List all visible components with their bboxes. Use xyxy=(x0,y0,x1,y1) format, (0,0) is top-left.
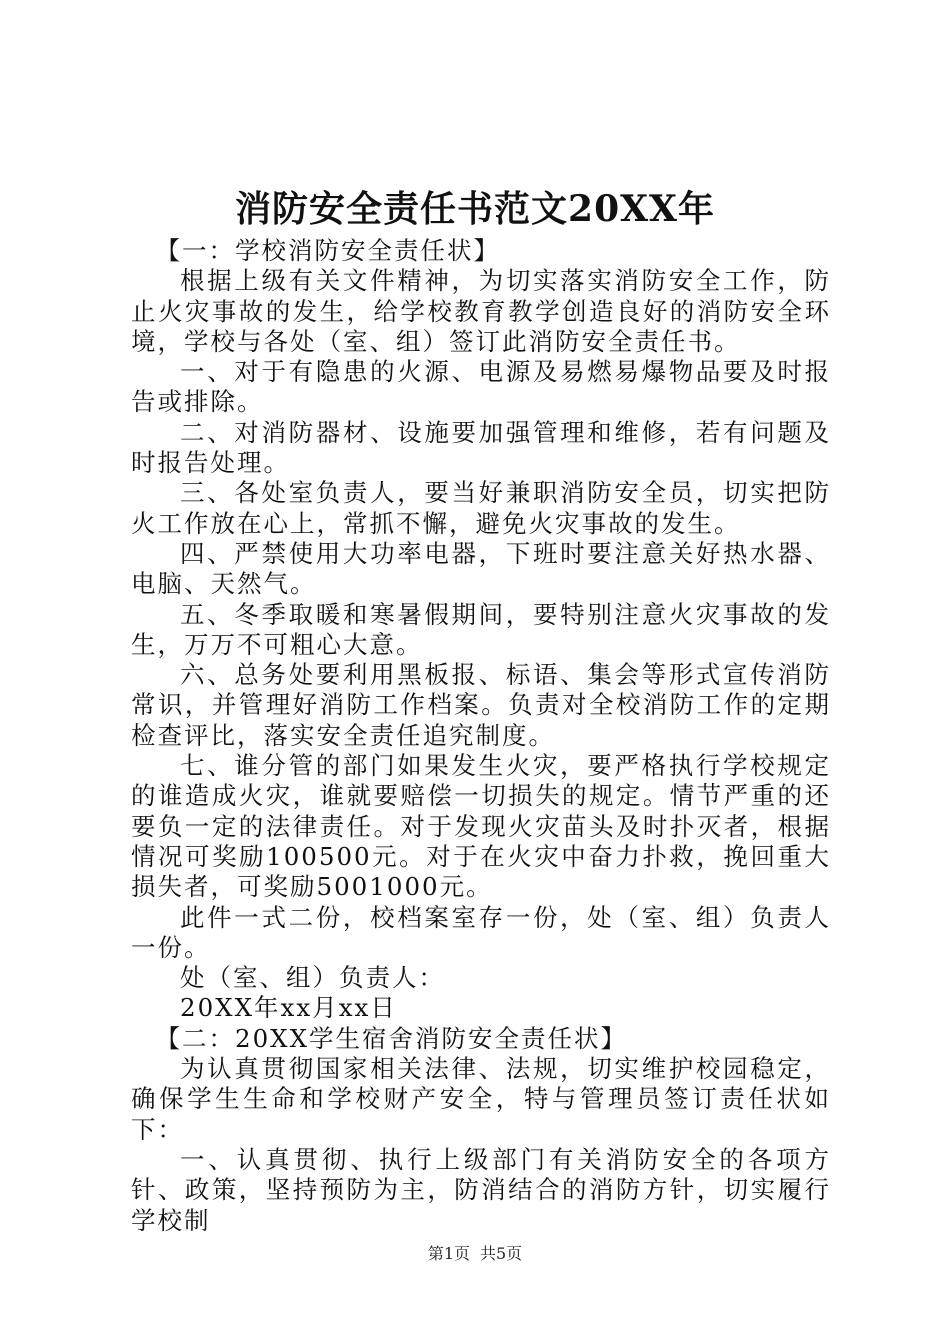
section-heading-1: 【一：学校消防安全责任状】 xyxy=(155,236,500,265)
paragraph-item-7: 七、谁分管的部门如果发生火灾，要严格执行学校规定的谁造成火灾，谁就要赔偿一切损失的规定。情节严重的还要负一定的法律责任。对于发现火灾苗头及时扑灭者，根据情况可奖励100500元。对于在火灾中奋力扑救，挽回重大损失者，可奖励5001000元。 xyxy=(131,751,831,902)
signature-line: 处（室、组）负责人： xyxy=(180,963,445,993)
paragraph-item-2: 二、对消防器材、设施要加强管理和维修，若有问题及时报告处理。 xyxy=(131,417,831,478)
paragraph-item-5: 五、冬季取暖和寒暑假期间，要特别注意火灾事故的发生，万万不可粗心大意。 xyxy=(131,599,831,659)
paragraph-item-3: 三、各处室负责人，要当好兼职消防安全员，切实把防火工作放在心上，常抓不懈，避免火灾事故的发生。 xyxy=(131,478,831,538)
paragraph-intro-2: 为认真贯彻国家相关法律、法规，切实维护校园稳定，确保学生生命和学校财产安全，特与管理员签订责任状如下： xyxy=(131,1054,831,1144)
document-title: 消防安全责任书范文20XX年 xyxy=(235,188,715,230)
page-number: 第1页 xyxy=(427,1244,470,1263)
document-body xyxy=(131,236,831,1236)
section-heading-2: 【二：20XX学生宿舍消防安全责任状】 xyxy=(155,1023,628,1053)
page-total: 共5页 xyxy=(480,1244,523,1263)
paragraph-intro: 根据上级有关文件精神，为切实落实消防安全工作，防止火灾事故的发生，给学校教育教学创造良好的消防安全环境，学校与各处（室、组）签订此消防安全责任书。 xyxy=(131,266,831,356)
date-line: 20XX年xx月xx日 xyxy=(180,993,397,1023)
paragraph-copies: 此件一式二份，校档案室存一份，处（室、组）负责人一份。 xyxy=(131,902,831,962)
paragraph-item-2-1: 一、认真贯彻、执行上级部门有关消防安全的各项方针、政策，坚持预防为主，防消结合的消防方针，切实履行学校制 xyxy=(131,1144,831,1235)
paragraph-item-6: 六、总务处要利用黑板报、标语、集会等形式宣传消防常识，并管理好消防工作档案。负责对全校消防工作的定期检查评比，落实安全责任追究制度。 xyxy=(131,660,831,750)
paragraph-item-4: 四、严禁使用大功率电器，下班时要注意关好热水器、电脑、天然气。 xyxy=(131,538,831,599)
paragraph-item-1: 一、对于有隐患的火源、电源及易燃易爆物品要及时报告或排除。 xyxy=(131,357,831,417)
page-footer xyxy=(0,1243,950,1265)
